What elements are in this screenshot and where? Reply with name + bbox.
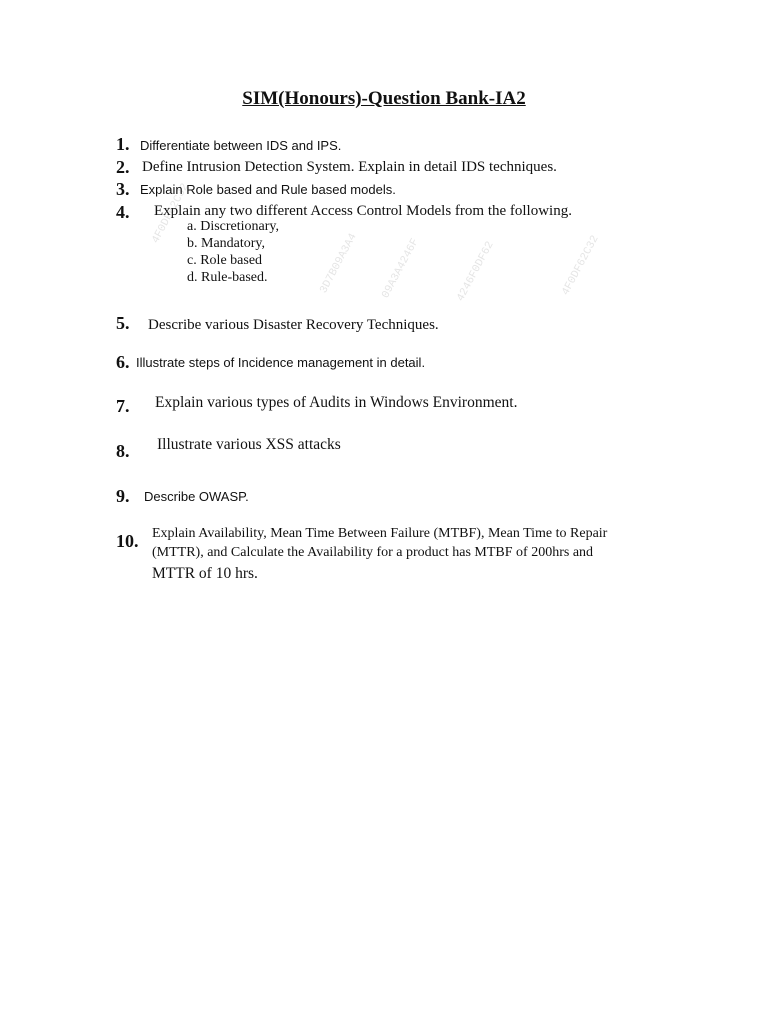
sub-item: b. Mandatory, [187,236,266,251]
sub-item: d. Rule-based. [187,270,268,285]
watermark: 4246F0DF62 [455,239,497,304]
question-text: Describe various Disaster Recovery Techniques. [148,317,439,333]
question-text: Explain various types of Audits in Windows Environment. [155,394,518,411]
question-number: 8. [116,441,130,461]
sub-item: c. Role based [187,253,263,268]
watermark: 09A3A4246F [380,236,422,301]
question-number: 1. [116,134,130,154]
question-text: Define Intrusion Detection System. Explain in detail IDS techniques. [142,159,557,175]
question-line: MTTR of 10 hrs. [152,565,258,582]
question-number: 2. [116,157,130,177]
question-text: Describe OWASP. [144,489,249,504]
watermark: 4F0DF62C32 [560,233,602,298]
question-number: 7. [116,396,130,416]
question-number: 6. [116,352,130,372]
page-title: SIM(Honours)-Question Bank-IA2 [242,88,526,109]
question-number: 3. [116,179,130,199]
sub-item: a. Discretionary, [187,219,279,234]
watermark: 3D7B09A3A4 [318,231,360,296]
question-number: 5. [116,313,130,333]
question-line: Explain Availability, Mean Time Between Failure (MTBF), Mean Time to Repair [152,526,608,541]
question-text: Differentiate between IDS and IPS. [140,138,342,153]
question-text: Explain any two different Access Control Models from the following. [154,203,572,219]
question-number: 9. [116,486,130,506]
watermark: 4F0DF62C32 [150,181,192,246]
question-line: (MTTR), and Calculate the Availability for a product has MTBF of 200hrs and [152,545,594,560]
question-text: Explain Role based and Rule based models. [140,182,396,197]
question-text: Illustrate steps of Incidence management in detail. [136,355,426,370]
question-text [152,524,642,583]
question-number: 10. [116,531,139,551]
question-text: Illustrate various XSS attacks [157,436,341,453]
question-number: 4. [116,202,130,222]
